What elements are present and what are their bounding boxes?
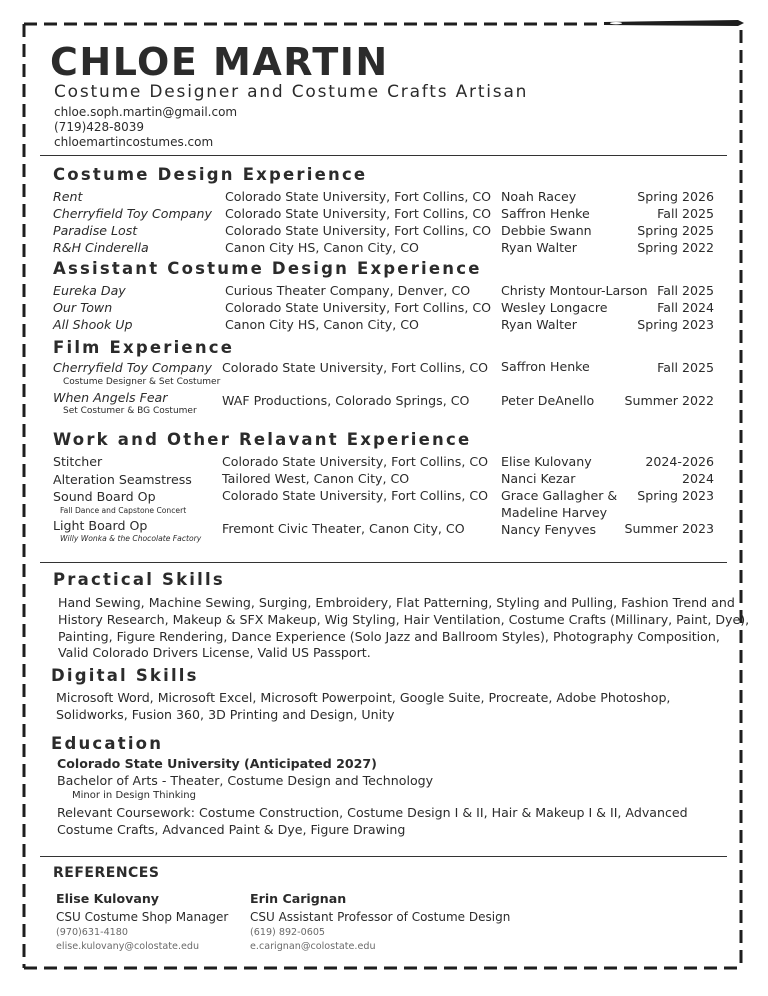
- skills-line: Valid Colorado Drivers License, Valid US Passport.: [58, 645, 371, 660]
- section-heading: Education: [51, 734, 164, 753]
- section-heading: Work and Other Relavant Experience: [53, 430, 472, 449]
- skills-line: Solidworks, Fusion 360, 3D Printing and Design, Unity: [56, 707, 395, 722]
- section-heading: Assistant Costume Design Experience: [53, 259, 482, 278]
- contact-website[interactable]: chloemartincostumes.com: [54, 135, 214, 149]
- coursework-line: Relevant Coursework: Costume Construction, Costume Design I & II, Hair & Makeup I & II, Advanced: [57, 805, 688, 820]
- contact-email[interactable]: chloe.soph.martin@gmail.com: [54, 105, 238, 119]
- skills-line: Microsoft Word, Microsoft Excel, Microsoft Powerpoint, Google Suite, Procreate, Adobe Photoshop,: [56, 690, 671, 705]
- skills-line: Hand Sewing, Machine Sewing, Surging, Embroidery, Flat Patterning, Styling and Pulling, Fashion Trend and: [58, 595, 735, 610]
- contact-phone: (719)428-8039: [54, 120, 145, 134]
- section-heading: Practical Skills: [53, 570, 225, 589]
- degree: Bachelor of Arts - Theater, Costume Design and Technology: [57, 773, 434, 788]
- divider: [40, 562, 727, 563]
- needle-icon: [604, 20, 744, 26]
- section-heading: Film Experience: [53, 338, 235, 357]
- skills-line: History Research, Makeup & SFX Makeup, Wig Styling, Hair Ventilation, Costume Crafts (Millinary, Paint, Dye),: [58, 612, 750, 627]
- section-heading: Digital Skills: [51, 666, 199, 685]
- resume-name: CHLOE MARTIN: [50, 40, 389, 84]
- school-name: Colorado State University (Anticipated 2027): [57, 756, 377, 771]
- coursework-line: Costume Crafts, Advanced Paint & Dye, Figure Drawing: [57, 822, 406, 837]
- references-heading: REFERENCES: [53, 865, 160, 881]
- skills-line: Painting, Figure Rendering, Dance Experience (Solo Jazz and Ballroom Styles), Photography Composition,: [58, 629, 720, 644]
- divider: [40, 856, 727, 857]
- minor: Minor in Design Thinking: [72, 790, 196, 801]
- section-heading: Costume Design Experience: [53, 165, 368, 184]
- divider: [40, 155, 727, 156]
- resume-title: Costume Designer and Costume Crafts Artisan: [54, 82, 529, 102]
